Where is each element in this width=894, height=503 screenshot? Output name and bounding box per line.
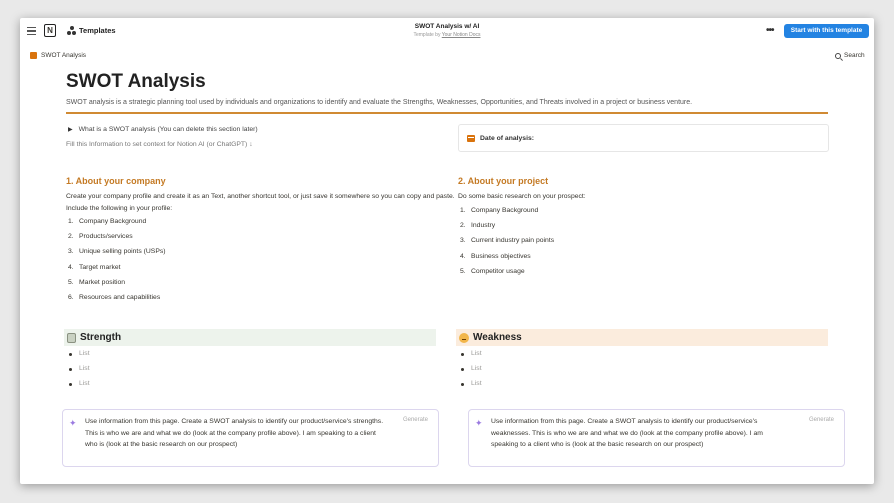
list-item[interactable]: List xyxy=(66,350,90,365)
list-item: 3. Unique selling points (USPs) xyxy=(68,248,166,256)
list-item: 4. Target market xyxy=(68,263,121,271)
list-item[interactable]: List xyxy=(458,365,482,380)
list-item: 2. Products/services xyxy=(68,233,133,241)
generate-button[interactable]: Generate xyxy=(402,417,428,423)
list-item: 5. Market position xyxy=(68,278,126,286)
divider xyxy=(66,112,828,114)
start-template-button[interactable]: Start with this template xyxy=(784,24,869,38)
more-options-icon[interactable]: ••• xyxy=(766,25,774,36)
sparkle-icon: ✦ xyxy=(475,418,483,428)
author-link[interactable]: Your Notion Docs xyxy=(441,32,481,38)
strength-title xyxy=(67,332,121,343)
list-item: 4. Business objectives xyxy=(460,252,531,260)
breadcrumb[interactable] xyxy=(30,52,86,59)
strength-ai-block[interactable] xyxy=(62,409,439,467)
search-button[interactable] xyxy=(835,52,865,59)
template-author xyxy=(20,32,874,38)
date-callout[interactable] xyxy=(458,124,829,152)
list-item: 5. Competitor usage xyxy=(460,267,525,275)
app-window xyxy=(20,18,874,484)
templates-label: Templates xyxy=(79,26,116,35)
page-icon xyxy=(30,52,37,59)
author-prefix: Template by xyxy=(413,32,441,38)
project-description: Do some basic research on your prospect: xyxy=(458,193,586,200)
top-bar xyxy=(20,18,874,46)
search-label: Search xyxy=(844,52,865,59)
sparkle-icon: ✦ xyxy=(69,418,77,428)
intro-text: SWOT analysis is a strategic planning tool used by individuals and organizations to identify and evaluate the Strengths, Weaknesses, Opportunities, and Threats involved in a project or business venture. xyxy=(66,99,693,106)
strength-list xyxy=(66,350,90,395)
toggle-label: What is a SWOT analysis (You can delete this section later) xyxy=(78,126,258,133)
strength-ai-prompt: Use information from this page. Create a SWOT analysis to identify our product/service's strengths. This is who we are and what we do (look at the company profile above). I am speaking to a client who is (look at the basic research on our prospect) xyxy=(85,418,384,448)
list-item[interactable]: List xyxy=(66,380,90,395)
strength-title-text: Strength xyxy=(80,332,122,343)
list-item: 1. Company Background xyxy=(68,218,147,225)
list-item: 6. Resources and capabilities xyxy=(68,293,161,301)
notion-logo-icon[interactable]: N xyxy=(44,24,56,37)
weakness-ai-prompt: Use information from this page. Create a SWOT analysis to identify our product/service's weaknesses. This is who we are and what we do (look at the company profile above). I am speaking to a client who is (look at the basic research on our prospect) xyxy=(491,418,763,448)
weakness-title-text: Weakness xyxy=(473,332,522,343)
weakness-list xyxy=(458,350,482,395)
toggle-arrow-icon[interactable]: ▶ xyxy=(68,127,73,133)
company-description: Create your company profile and create it as an Text, another shortcut tool, or just save it somewhere so you can copy and paste. Include the following in your profile: xyxy=(66,193,455,212)
fill-info-text: Fill this Information to set context for Notion AI (or ChatGPT) ↓ xyxy=(66,141,253,148)
weakness-title xyxy=(459,332,522,343)
project-list xyxy=(460,207,820,283)
generate-button[interactable]: Generate xyxy=(808,417,834,423)
list-item: 3. Current industry pain points xyxy=(460,237,555,245)
list-item[interactable]: List xyxy=(66,365,90,380)
list-item: 2. Industry xyxy=(460,222,496,230)
window-title: SWOT Analysis w/ AI xyxy=(414,23,480,30)
breadcrumb-label: SWOT Analysis xyxy=(41,52,87,59)
list-item[interactable]: List xyxy=(458,350,482,365)
calendar-icon xyxy=(467,135,475,142)
company-list xyxy=(68,218,448,309)
strength-icon xyxy=(67,333,76,343)
project-heading: 2. About your project xyxy=(458,176,549,186)
weakness-ai-block[interactable] xyxy=(468,409,845,467)
strength-heading xyxy=(64,329,436,346)
weakness-icon xyxy=(459,333,469,343)
date-label: Date of analysis: xyxy=(480,135,535,142)
list-item: 1. Company Background xyxy=(460,207,539,214)
weakness-heading xyxy=(456,329,828,346)
page-title: SWOT Analysis xyxy=(66,71,206,92)
search-icon xyxy=(835,53,841,59)
company-heading: 1. About your company xyxy=(66,176,166,186)
toggle-block[interactable] xyxy=(68,126,258,133)
list-item[interactable]: List xyxy=(458,380,482,395)
